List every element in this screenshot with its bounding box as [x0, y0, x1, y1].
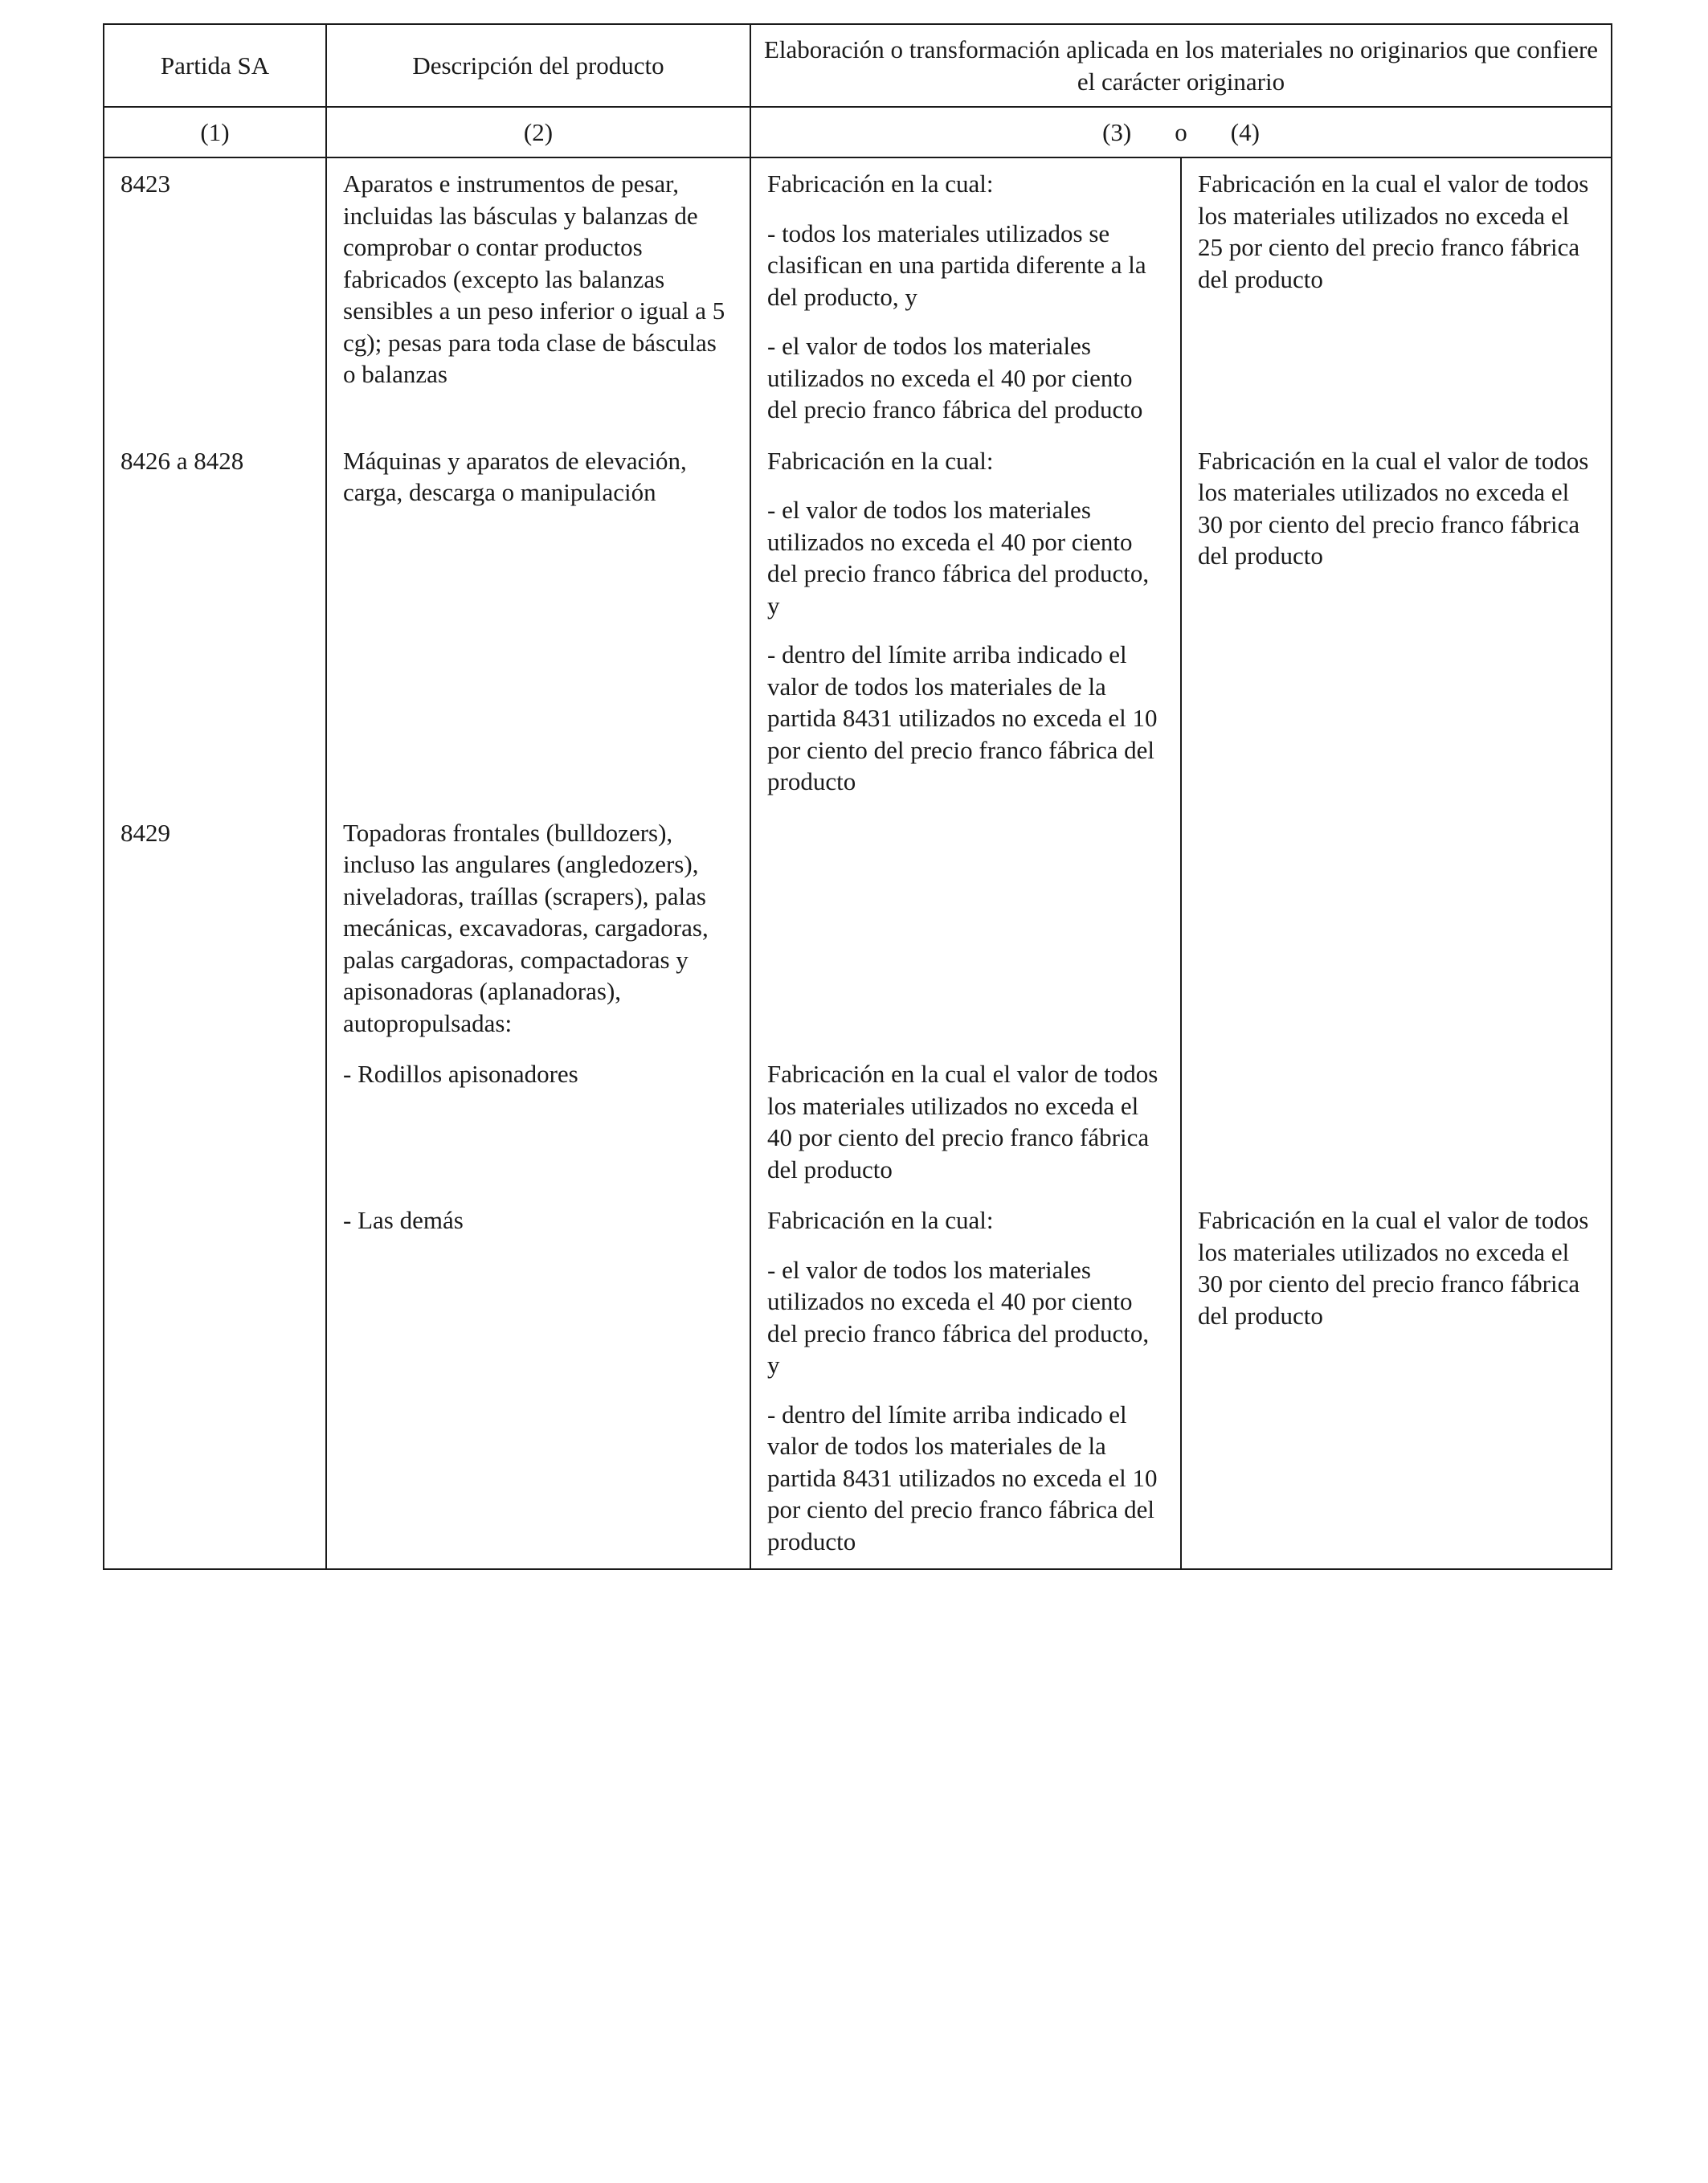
cell-col3 — [750, 809, 1181, 1051]
col3-paragraph: - el valor de todos los materiales utilizados no exceda el 40 por ciento del precio franco fábrica del producto, y — [767, 496, 1150, 619]
cell-col3 — [750, 1196, 1181, 1569]
col3-paragraph: Fabricación en la cual el valor de todos los materiales utilizados no exceda el 40 por ciento del precio franco fábrica del producto — [767, 1060, 1158, 1183]
column-number-3: (3) — [1102, 117, 1132, 146]
column-number-3-4 — [750, 107, 1612, 157]
table-row — [104, 437, 1612, 809]
header-descripcion: Descripción del producto — [326, 24, 750, 107]
cell-col4: Fabricación en la cual el valor de todos los materiales utilizados no exceda el 30 por ciento del precio franco fábrica del producto — [1181, 1196, 1612, 1569]
col3-paragraph: Fabricación en la cual: — [767, 446, 994, 475]
header-partida: Partida SA — [104, 24, 326, 107]
cell-descripcion: - Las demás — [326, 1196, 750, 1569]
cell-descripcion: Topadoras frontales (bulldozers), incluso las angulares (angledozers), niveladoras, traíllas (scrapers), palas mecánicas, excavadoras, cargadoras, palas cargadoras, compactadoras y apisonadoras (aplanadoras), autopropulsadas: — [326, 809, 750, 1051]
cell-partida — [104, 1196, 326, 1569]
cell-descripcion: Máquinas y aparatos de elevación, carga, descarga o manipulación — [326, 437, 750, 809]
table-row — [104, 157, 1612, 437]
cell-descripcion: - Rodillos apisonadores — [326, 1050, 750, 1196]
cell-col4: Fabricación en la cual el valor de todos los materiales utilizados no exceda el 30 por ciento del precio franco fábrica del producto — [1181, 437, 1612, 809]
column-number-2: (2) — [326, 107, 750, 157]
cell-col3 — [750, 1050, 1181, 1196]
table-row — [104, 1196, 1612, 1569]
cell-partida: 8426 a 8428 — [104, 437, 326, 809]
header-row — [104, 24, 1612, 107]
col3-paragraph: - todos los materiales utilizados se clasifican en una partida diferente a la del producto, y — [767, 219, 1146, 311]
cell-partida — [104, 1050, 326, 1196]
cell-descripcion: Aparatos e instrumentos de pesar, incluidas las básculas y balanzas de comprobar o contar productos fabricados (excepto las balanzas sensibles a un peso inferior o igual a 5 cg); pesas para toda clase de básculas o balanzas — [326, 157, 750, 437]
col3-paragraph: Fabricación en la cual: — [767, 1206, 994, 1234]
cell-partida: 8423 — [104, 157, 326, 437]
cell-col3 — [750, 437, 1181, 809]
table-row — [104, 809, 1612, 1051]
cell-col4: Fabricación en la cual el valor de todos los materiales utilizados no exceda el 25 por ciento del precio franco fábrica del producto — [1181, 157, 1612, 437]
cell-col4 — [1181, 809, 1612, 1051]
rules-of-origin-table — [103, 23, 1612, 1570]
cell-col4 — [1181, 1050, 1612, 1196]
column-number-row — [104, 107, 1612, 157]
column-or-label: o — [1175, 117, 1187, 146]
cell-col3 — [750, 157, 1181, 437]
cell-partida: 8429 — [104, 809, 326, 1051]
col3-paragraph: - dentro del límite arriba indicado el valor de todos los materiales de la partida 8431 utilizados no exceda el 10 por ciento del precio franco fábrica del producto — [767, 640, 1158, 795]
header-elaboracion: Elaboración o transformación aplicada en los materiales no originarios que confiere el carácter originario — [750, 24, 1612, 107]
col3-paragraph: - el valor de todos los materiales utilizados no exceda el 40 por ciento del precio franco fábrica del producto, y — [767, 1255, 1150, 1379]
column-number-1: (1) — [104, 107, 326, 157]
col3-paragraph: Fabricación en la cual: — [767, 170, 994, 198]
table-row — [104, 1050, 1612, 1196]
col3-paragraph: - el valor de todos los materiales utilizados no exceda el 40 por ciento del precio franco fábrica del producto — [767, 332, 1143, 423]
column-number-4: (4) — [1230, 117, 1260, 146]
col3-paragraph: - dentro del límite arriba indicado el valor de todos los materiales de la partida 8431 utilizados no exceda el 10 por ciento del precio franco fábrica del producto — [767, 1400, 1158, 1555]
